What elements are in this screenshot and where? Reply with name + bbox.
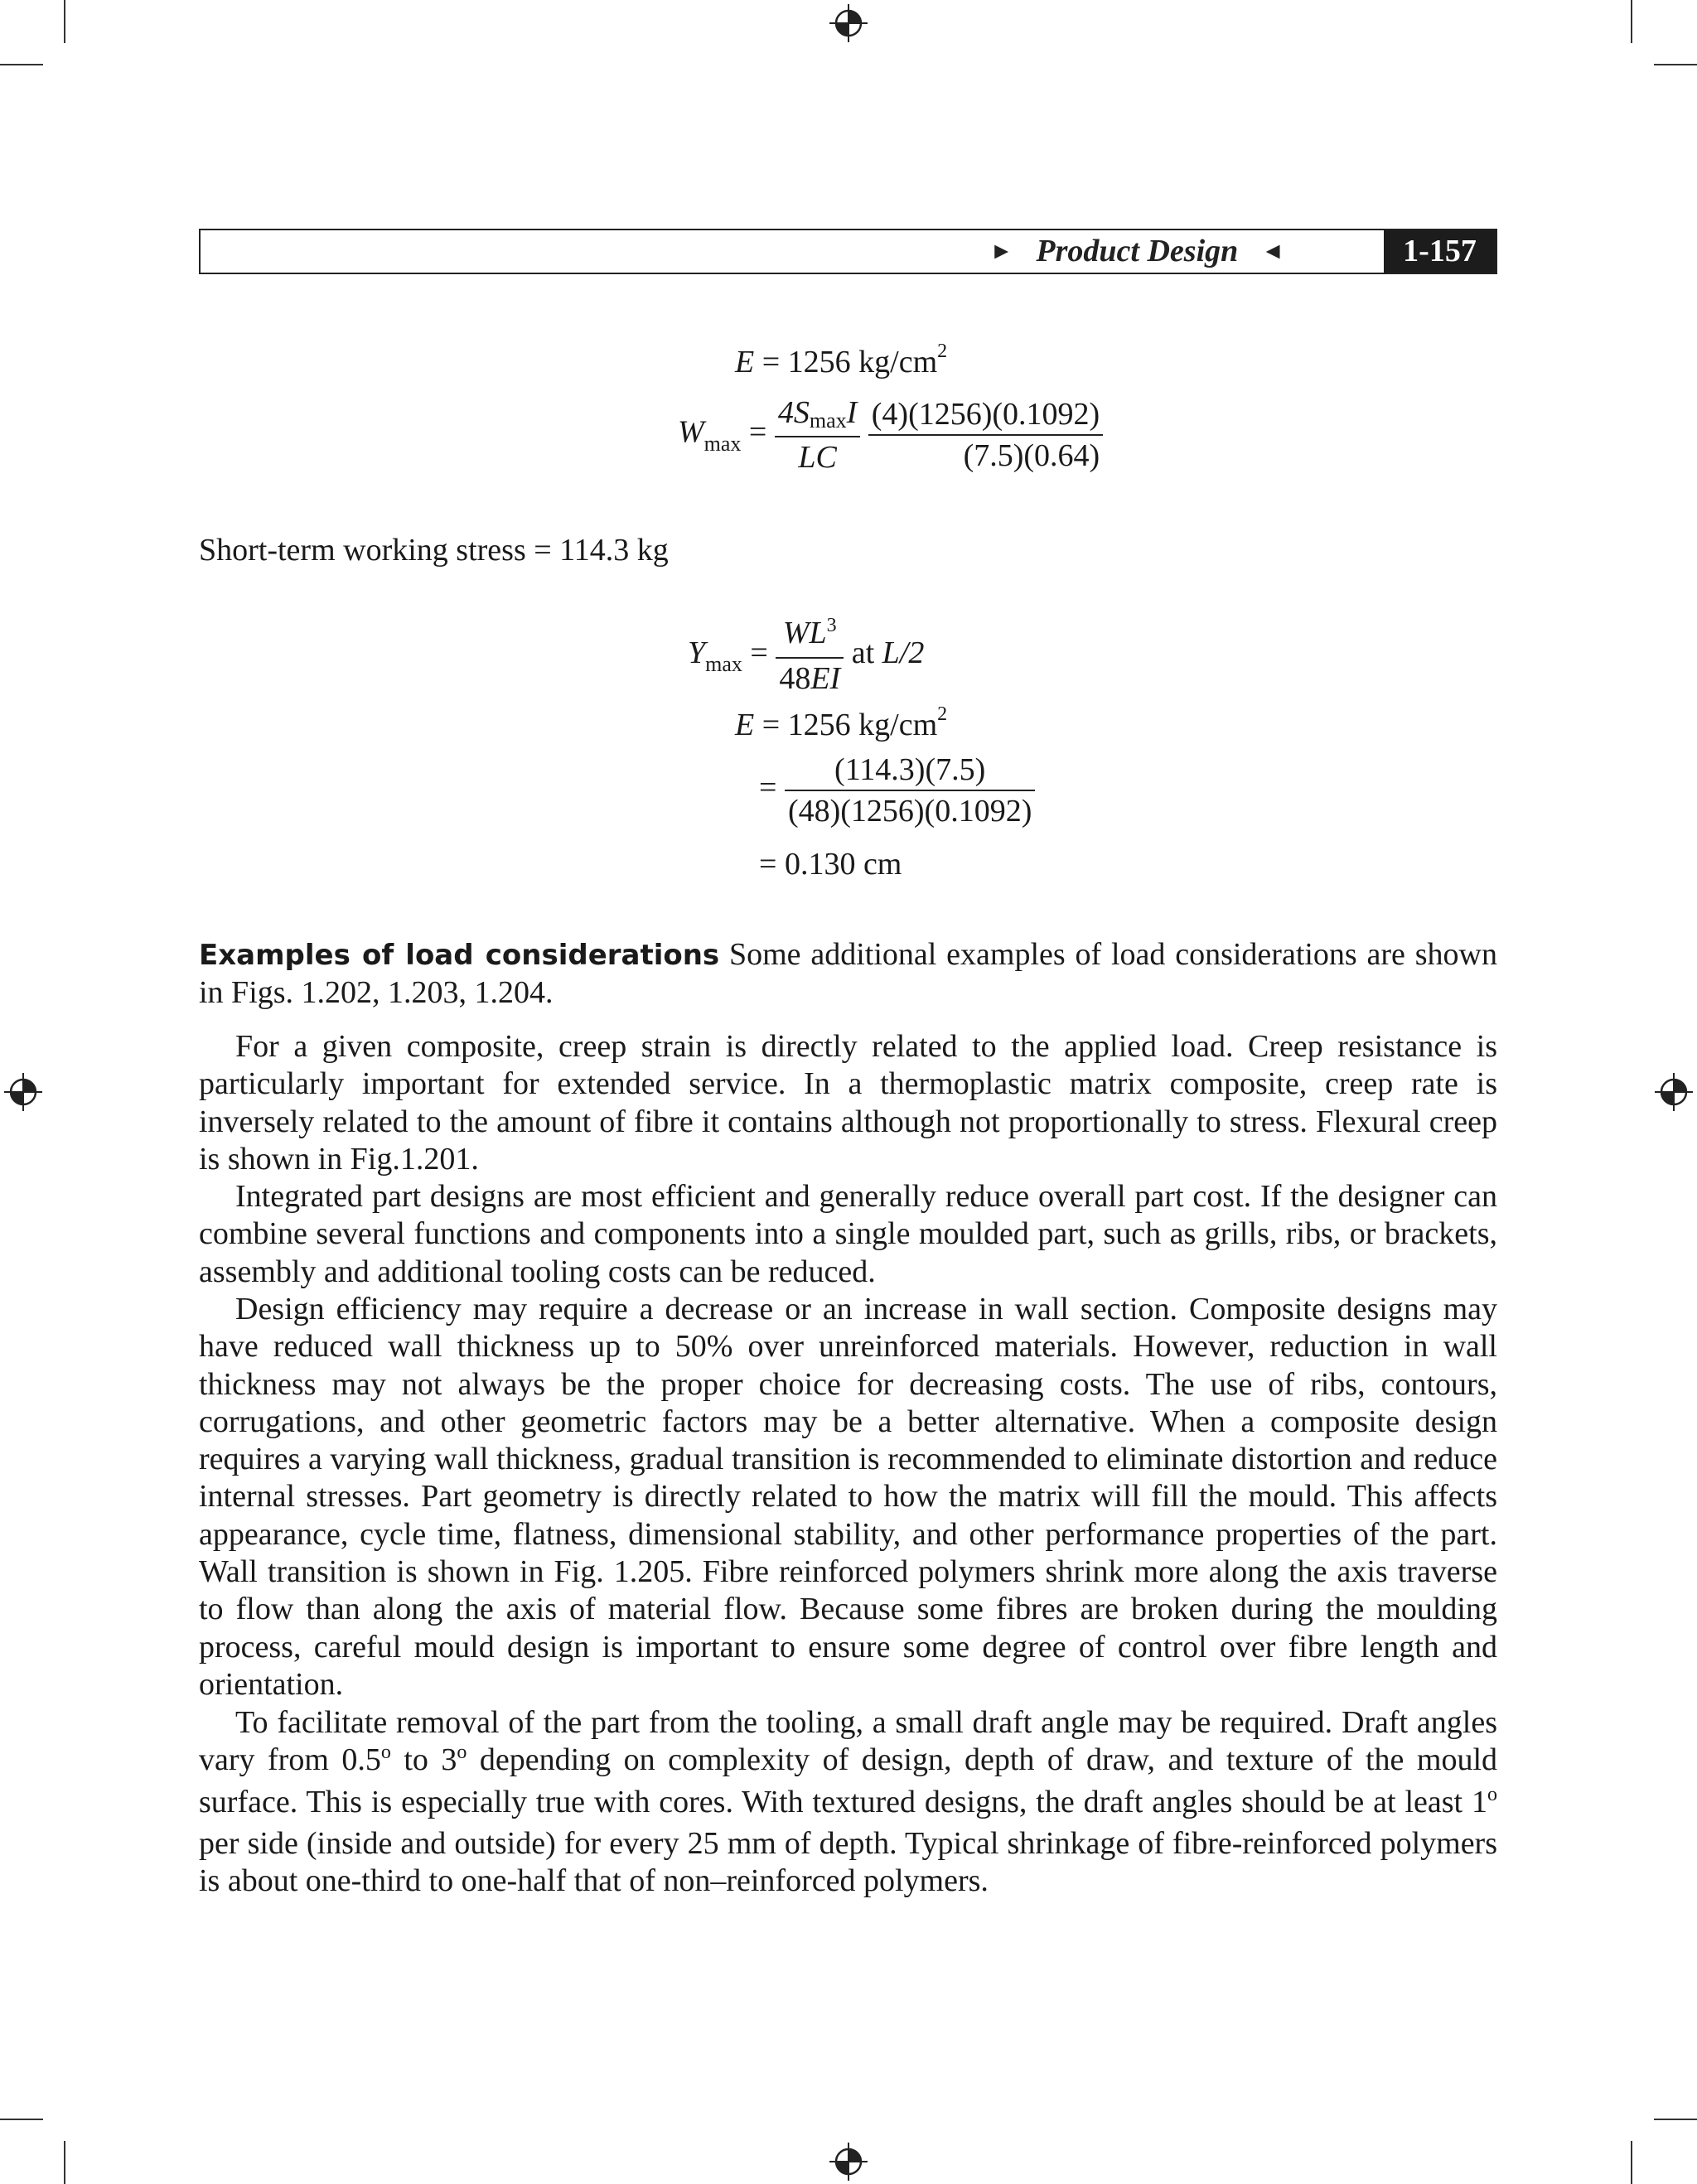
paragraph-draft-angle <box>199 1704 1497 1900</box>
header-title-text: Product Design <box>1036 234 1239 268</box>
fraction-denominator <box>776 659 844 698</box>
eq-operator: = <box>748 414 775 450</box>
fraction-denominator: (48)(1256)(0.1092) <box>787 794 1032 829</box>
eq-subscript: max <box>703 431 742 456</box>
paragraph-creep: For a given composite, creep strain is directly related to the applied load. Creep resistance is particularly important for extended service. In a thermoplastic matrix composite, creep rate is inversely related to the amount of fibre it contains although not proportionally to stress. Flexural creep is shown in Fig.1.201. <box>199 1029 1497 1177</box>
registration-mark-icon <box>4 1073 42 1111</box>
fraction-numerator <box>776 613 844 659</box>
eq-symbol: E <box>735 708 755 742</box>
eq-superscript: 3 <box>826 615 837 636</box>
fraction-numerator <box>775 393 860 437</box>
fraction-numerator: (114.3)(7.5) <box>785 750 1035 791</box>
crop-mark <box>1631 2141 1632 2184</box>
crop-mark <box>1654 2119 1697 2120</box>
degree-superscript: o <box>380 1742 391 1764</box>
fraction <box>776 613 844 698</box>
eq-symbol: Y <box>688 635 706 671</box>
paragraph-design-efficiency: Design efficiency may require a decrease or an increase in wall section. Composite designs may have reduced wall thickness up to 50% over unreinforced materials. However, reduction in wall thickness may not always be the proper choice for decreasing costs. The use of ribs, contours, corrugations, and other geometric factors may be a better alternative. When a composite design requires a varying wall thickness, gradual transition is recommended to eliminate distortion and reduce internal stresses. Part geometry is directly related to how the matrix will fill the mould. This affects appearance, cycle time, flatness, dimensional stability, and other performance properties of the part. Wall transition is shown in Fig. 1.205. Fibre reinforced polymers shrink more along the axis traverse to flow than along the axis of material flow. Because some fibres are broken during the moulding process, careful mould design is important to ensure some degree of control over fibre length and orientation. <box>199 1292 1497 1702</box>
eq-operator: = <box>761 345 788 379</box>
equation-modulus-2 <box>735 703 948 742</box>
eq-term: WL <box>782 616 827 650</box>
fraction-denominator: (7.5)(0.64) <box>963 438 1100 473</box>
registration-mark-icon <box>829 2143 868 2181</box>
eq-subscript: max <box>705 652 742 677</box>
eq-term: EI <box>810 661 841 696</box>
paragraph-load-examples <box>199 936 1497 1012</box>
crop-mark <box>0 64 43 65</box>
fraction <box>868 394 1103 476</box>
triangle-right-icon: ► <box>989 239 1013 264</box>
paragraph-text: depending on complexity of design, depth of draw, and texture of the mould surface. This is especially true with cores. With textured designs, the draft angles should be at least 1 <box>199 1742 1498 1819</box>
equation-deflection-result <box>759 848 902 880</box>
eq-superscript: 2 <box>937 341 948 362</box>
equation-modulus <box>735 341 948 379</box>
working-stress-line: Short-term working stress = 114.3 kg <box>199 533 669 568</box>
eq-term: 48 <box>779 661 811 696</box>
paragraph-integrated-design: Integrated part designs are most efficient and generally reduce overall part cost. If the designer can combine several functions and components into a single moulded part, such as grills, ribs, or brackets, assembly and additional tooling costs can be reduced. <box>199 1179 1497 1289</box>
eq-term: I <box>846 395 858 430</box>
degree-superscript: o <box>1487 1783 1497 1805</box>
crop-mark <box>64 2141 65 2184</box>
crop-mark <box>0 2119 43 2120</box>
eq-operator: = <box>750 635 776 671</box>
eq-value: 0.130 cm <box>784 847 902 882</box>
eq-value: 1256 kg/cm <box>787 708 938 742</box>
running-header <box>199 229 1497 274</box>
fraction <box>775 393 860 477</box>
eq-term: L/2 <box>882 635 925 671</box>
paragraph-text: per side (inside and outside) for every 25 mm of depth. Typical shrinkage of fibre-reinforced polymers is about one-third to one-half that of non–reinforced polymers. <box>199 1825 1497 1899</box>
triangle-left-icon: ◄ <box>1261 239 1284 264</box>
equation-wmax <box>678 393 1103 477</box>
registration-mark-icon <box>829 4 868 42</box>
eq-symbol: E <box>735 345 755 379</box>
paragraph-text: Some additional examples of load considerations are shown in Figs. 1.202, 1.203, 1.204. <box>199 937 1497 1011</box>
fraction-numerator: (4)(1256)(0.1092) <box>868 394 1103 436</box>
equation-deflection-fraction <box>759 750 1035 831</box>
crop-mark <box>64 0 65 43</box>
eq-subscript: max <box>809 408 847 432</box>
eq-superscript: 2 <box>937 703 948 725</box>
fraction <box>785 750 1035 831</box>
eq-symbol: W <box>678 414 704 450</box>
eq-operator: = <box>761 708 788 742</box>
eq-text: at <box>851 635 882 671</box>
header-chapter-title <box>990 230 1284 273</box>
eq-operator: = <box>759 847 785 882</box>
paragraph-text: To facilitate removal of the part from the tooling, a small draft angle may be required. Draft angles vary from 0.5 <box>199 1705 1497 1778</box>
paragraph-heading: Examples of load considerations <box>199 939 720 972</box>
registration-mark-icon <box>1655 1073 1693 1111</box>
equation-ymax <box>688 613 924 698</box>
fraction-denominator: LC <box>798 440 837 475</box>
eq-operator: = <box>759 770 785 805</box>
paragraph-text: to 3 <box>390 1742 457 1778</box>
page-number: 1-157 <box>1384 230 1496 273</box>
degree-superscript: o <box>457 1742 467 1764</box>
crop-mark <box>1654 64 1697 65</box>
eq-value: 1256 kg/cm <box>787 345 938 379</box>
crop-mark <box>1631 0 1632 43</box>
eq-term: 4S <box>777 395 810 430</box>
